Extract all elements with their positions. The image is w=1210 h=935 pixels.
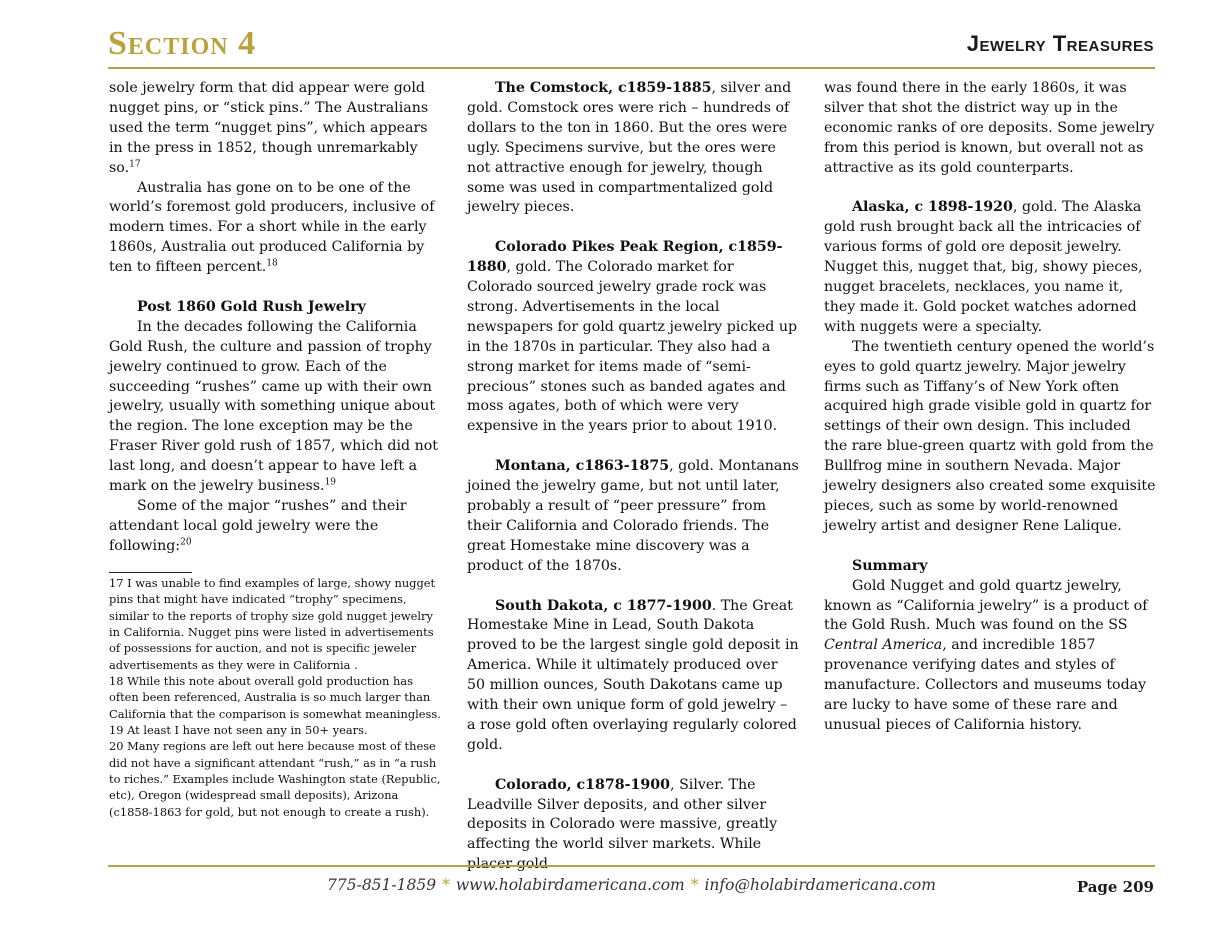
footnote-ref[interactable]: 17 [129,158,141,169]
star-icon: * [442,876,450,894]
column-3 [824,79,1157,736]
footer-rule [108,865,1155,867]
paragraph-twentieth-century: The twentieth century opened the world’s eyes to gold quartz jewelry. Major jewelry firms such as Tiffany’s of New York often acquired high grade visible gold in quartz for settings of their own design. This included the rare blue-green quartz with gold from the Bullfrog mine in southern Nevada. Major jewelry designers also created some exquisite pieces, such as some by world-renowned jewelry artist and designer Rene Lalique. [824,338,1156,534]
page-number: Page 209 [1076,878,1154,896]
footnote-rule [109,572,192,573]
footnote-20: 20 Many regions are left out here because most of these did not have a significant attendant “rush,” as in “a rush to riches.” Examples include Washington state (Republic, etc), Oregon (widespread small deposits), Arizona (c1858-1863 for gold, but not enough to create a rush). [109,739,441,819]
footnote-19: 19 At least I have not seen any in 50+ years. [109,723,368,738]
footer-contact [327,874,967,896]
paragraph-alaska: Alaska, c 1898-1920, gold. The Alaska gold rush brought back all the intricacies of various forms of gold ore deposit jewelry. Nugget this, nugget that, big, showy pieces, nugget bracelets, necklaces, you name it, they made it. Gold pocket watches adorned with nuggets were a specialty. [824,199,1143,335]
header-rule [108,67,1155,69]
footnote-ref[interactable]: 19 [324,477,337,488]
star-icon: * [690,876,699,894]
section-heading-summary: Summary [852,557,928,574]
footnote-18: 18 While this note about overall gold production has often been referenced, Australia is so much larger than California that the comparison is somewhat meaningless. [109,674,441,721]
column-2 [467,79,800,875]
paragraph-colorado-silver: Colorado, c1878-1900, Silver. The Leadville Silver deposits, and other silver deposits in Colorado were massive, greatly affecting the world silver markets. While [467,776,778,853]
footnote-ref[interactable]: 18 [266,258,278,269]
phone-number: 775-851-1859 [327,876,437,894]
paragraph-comstock: The Comstock, c1859-1885, silver and gold. Comstock ores were rich – hundreds of dollars to the ton in 1860. But the ores were ugly. Specimens survive, but the ores were not attractive enough for jewelry, though some was used in compartmentalized gold jewelry pieces. [467,80,792,216]
paragraph: Some of the major “rushes” and their attendant local gold jewelry were the following:$^{20}$ [109,498,407,554]
paragraph: sole jewelry form that did appear were gold nugget pins, or “stick pins.” The Australians used the term “nugget pins”, which appears in the press in 1852, though unremarkably so.$^{17}$ [109,80,429,176]
email-link[interactable]: info@holabirdamericana.com [704,876,936,894]
paragraph-summary: Gold Nugget and gold quartz jewelry, known as “California jewelry” is a product of the Gold Rush. Much was found on the SS Central America, and incredible 1857 provenance verifying dates and styles of manufacture. Collectors and museums today are lucky to have some of these rare and unusual pieces of California history. [824,577,1148,733]
paragraph-south-dakota: South Dakota, c 1877-1900. The Great Homestake Mine in Lead, South Dakota proved to be the largest single gold deposit in America. While it ultimately produced over 50 million ounces, South Dakotans came up with their own unique form of gold jewelry – a rose gold often overlaying regularly colored gold. [467,597,799,753]
paragraph: Australia has gone on to be one of the world’s foremost gold producers, inclusive of modern times. For a short while in the early 1860s, Australia out produced California by ten to fifteen percent.$^{18}$ [109,179,435,276]
paragraph-continued: was found there in the early 1860s, it was silver that shot the district way up in the economic ranks of ore deposits. Some jewelry from this period is known, but overall not as attractive as its gold counterparts. [824,80,1155,176]
footnotes [109,575,444,820]
paragraph-colorado-pikes-peak: Colorado Pikes Peak Region, c1859-1880, gold. The Colorado market for Colorado sourced jewelry grade rock was strong. Advertisements in the local newspapers for gold quartz jewelry picked up in the 1870s in particular. They also had a strong market for items made of “semi-precious” stones such as banded agates and moss agates, both of which were very expensive in the years prior to about 1910. [467,239,798,435]
footnote-ref[interactable]: 20 [180,537,192,548]
website-link[interactable]: www.holabirdamericana.com [455,876,685,894]
chapter-title: Jewelry Treasures [966,31,1154,56]
paragraph: In the decades following the California Gold Rush, the culture and passion of trophy jewelry continued to grow. Each of the succeeding “rushes” came up with their own jewelry, usually with something unique about the region. The lone exception may be the Fraser River gold rush of 1857, which did not last long, and doesn’t appear to have left a mark on the jewelry business.$^{19}$ [109,318,439,495]
paragraph-montana: Montana, c1863-1875, gold. Montanans joined the jewelry game, but not until later, probably a result of “peer pressure” from their California and Colorado friends. The great Homestake mine discovery was a product of the 1870s. [467,458,799,574]
footnote-17: 17 I was unable to find examples of large, showy nugget pins that might have indicated “trophy” specimens, similar to the reports of trophy size gold nugget jewelry in California. Nugget pins were listed in advertisements of possessions for auction, and not is specific jeweler advertisements as they were in California . [109,576,436,672]
section-heading: Post 1860 Gold Rush Jewelry [137,298,366,315]
column-1 [109,79,442,557]
section-label: Section 4 [108,25,257,62]
